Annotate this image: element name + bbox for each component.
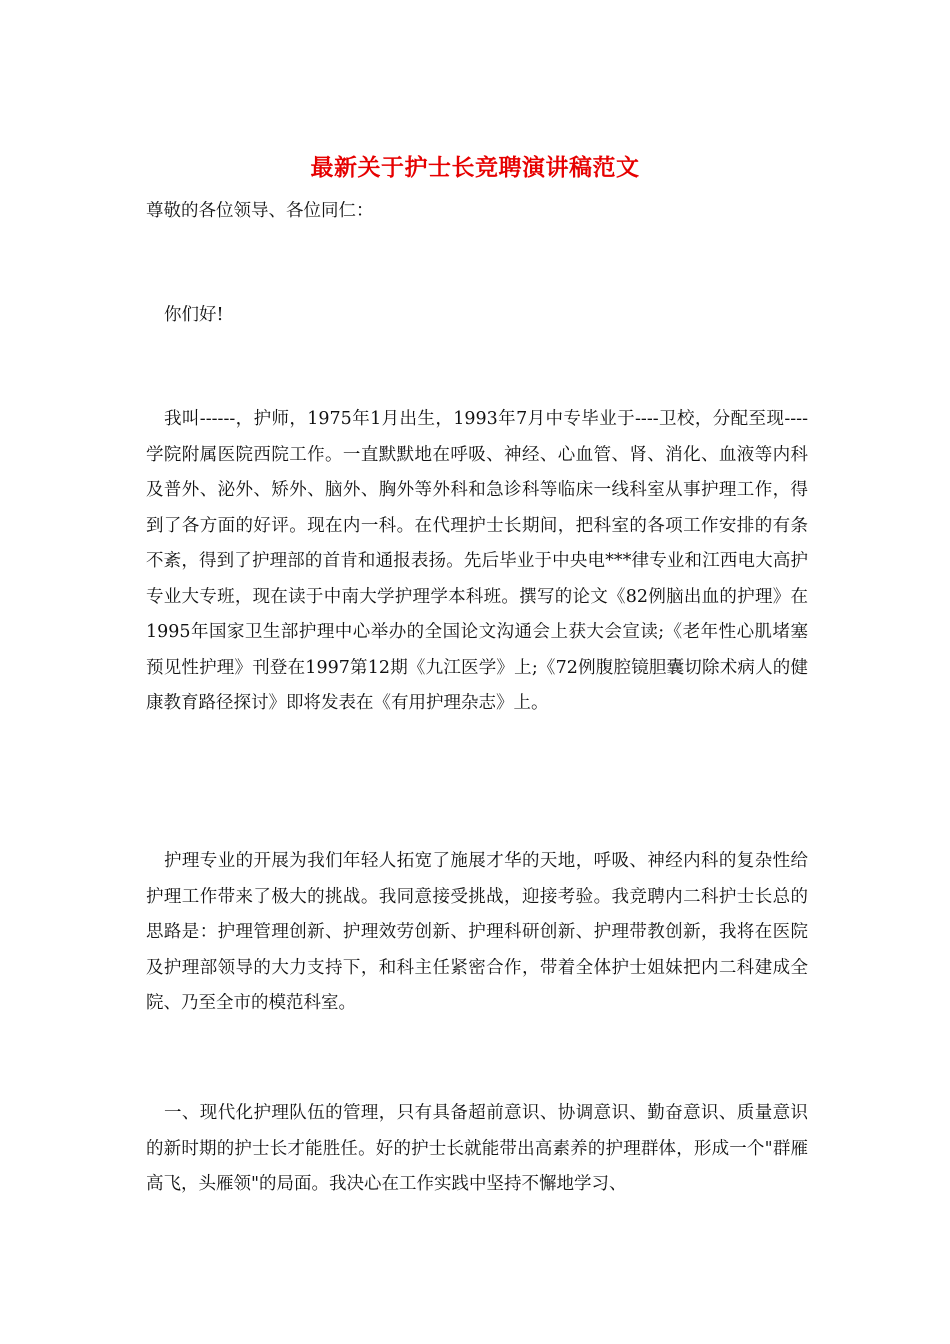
paragraph-self-introduction: 我叫------，护师，1975年1月出生，1993年7月中专毕业于----卫校，分配至现----学院附属医院西院工作。一直默默地在呼吸、神经、心血管、肾、消化、血液等内科及普外、泌外、矫外、脑外、胸外等外科和急诊科等临床一线科室从事护理工作，得到了各方面的好评。现在内一科。在代理护士长期间，把科室的各项工作安排的有条不紊，得到了护理部的首肯和通报表扬。先后毕业于中央电***律专业和江西电大高护专业大专班，现在读于中南大学护理学本科班。撰写的论文《82例脑出血的护理》在1995年国家卫生部护理中心举办的全国论文沟通会上获大会宣读;《老年性心肌堵塞预见性护理》刊登在1997第12期《九江医学》上;《72例腹腔镜胆囊切除术病人的健康教育路径探讨》即将发表在《有用护理杂志》上。 xyxy=(146,409,808,713)
document-title: 最新关于护士长竞聘演讲稿范文 xyxy=(310,154,640,181)
paragraph-section-one: 一、现代化护理队伍的管理，只有具备超前意识、协调意识、勤奋意识、质量意识的新时期的护士长才能胜任。好的护士长就能带出高素养的护理群体，形成一个"群雁高飞，头雁领"的局面。我决心在工作实践中坚持不懈地学习、 xyxy=(146,1103,808,1194)
paragraph-vision: 护理专业的开展为我们年轻人拓宽了施展才华的天地，呼吸、神经内科的复杂性给护理工作带来了极大的挑战。我同意接受挑战，迎接考验。我竞聘内二科护士长总的思路是：护理管理创新、护理效劳创新、护理科研创新、护理带教创新，我将在医院及护理部领导的大力支持下，和科主任紧密合作，带着全体护士姐妹把内二科建成全院、乃至全市的模范科室。 xyxy=(146,851,808,1013)
salutation: 尊敬的各位领导、各位同仁： xyxy=(146,201,374,221)
paragraph-greeting: 你们好! xyxy=(164,305,224,325)
